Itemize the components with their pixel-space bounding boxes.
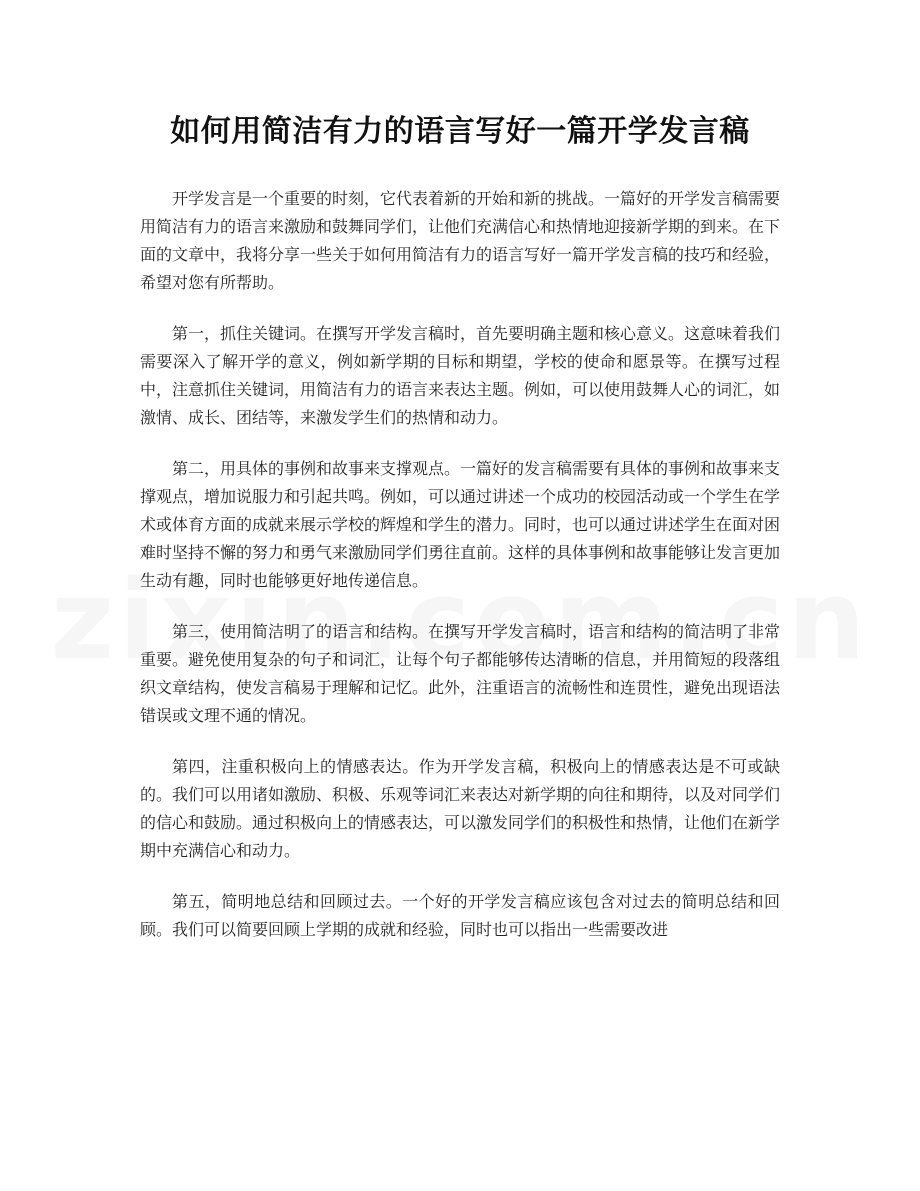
paragraph-fifth-point: 第五，简明地总结和回顾过去。一个好的开学发言稿应该包含对过去的简明总结和回顾。我们可以简要回顾上学期的成就和经验，同时也可以指出一些需要改进 [140, 892, 780, 939]
document-body [140, 185, 780, 944]
document-title: 如何用简洁有力的语言写好一篇开学发言稿 [170, 114, 750, 149]
paragraph-fourth-point: 第四，注重积极向上的情感表达。作为开学发言稿，积极向上的情感表达是不可或缺的。我们可以用诸如激励、积极、乐观等词汇来表达对新学期的向往和期待，以及对同学们的信心和鼓励。通过积极向上的情感表达，可以激发同学们的积极性和热情，让他们在新学期中充满信心和动力。 [140, 757, 781, 860]
paragraph-second-point: 第二，用具体的事例和故事来支撑观点。一篇好的发言稿需要有具体的事例和故事来支撑观点，增加说服力和引起共鸣。例如，可以通过讲述一个成功的校园活动或一个学生在学术或体育方面的成就来展示学校的辉煌和学生的潜力。同时，也可以通过讲述学生在面对困难时坚持不懈的努力和勇气来激励同学们勇往直前。这样的具体事例和故事能够让发言更加生动有趣，同时也能够更好地传递信息。 [140, 459, 781, 590]
paragraph-intro: 开学发言是一个重要的时刻，它代表着新的开始和新的挑战。一篇好的开学发言稿需要用简洁有力的语言来激励和鼓舞同学们，让他们充满信心和热情地迎接新学期的到来。在下面的文章中，我将分享一些关于如何用简洁有力的语言写好一篇开学发言稿的技巧和经验，希望对您有所帮助。 [140, 189, 781, 292]
paragraph-first-point: 第一，抓住关键词。在撰写开学发言稿时，首先要明确主题和核心意义。这意味着我们需要深入了解开学的意义，例如新学期的目标和期望，学校的使命和愿景等。在撰写过程中，注意抓住关键词，用简洁有力的语言来表达主题。例如，可以使用鼓舞人心的词汇，如激情、成长、团结等，来激发学生们的热情和动力。 [140, 324, 781, 427]
paragraph-third-point: 第三，使用简洁明了的语言和结构。在撰写开学发言稿时，语言和结构的简洁明了非常重要。避免使用复杂的句子和词汇，让每个句子都能够传达清晰的信息，并用简短的段落组织文章结构，使发言稿易于理解和记忆。此外，注重语言的流畅性和连贯性，避免出现语法错误或文理不通的情况。 [140, 622, 781, 725]
